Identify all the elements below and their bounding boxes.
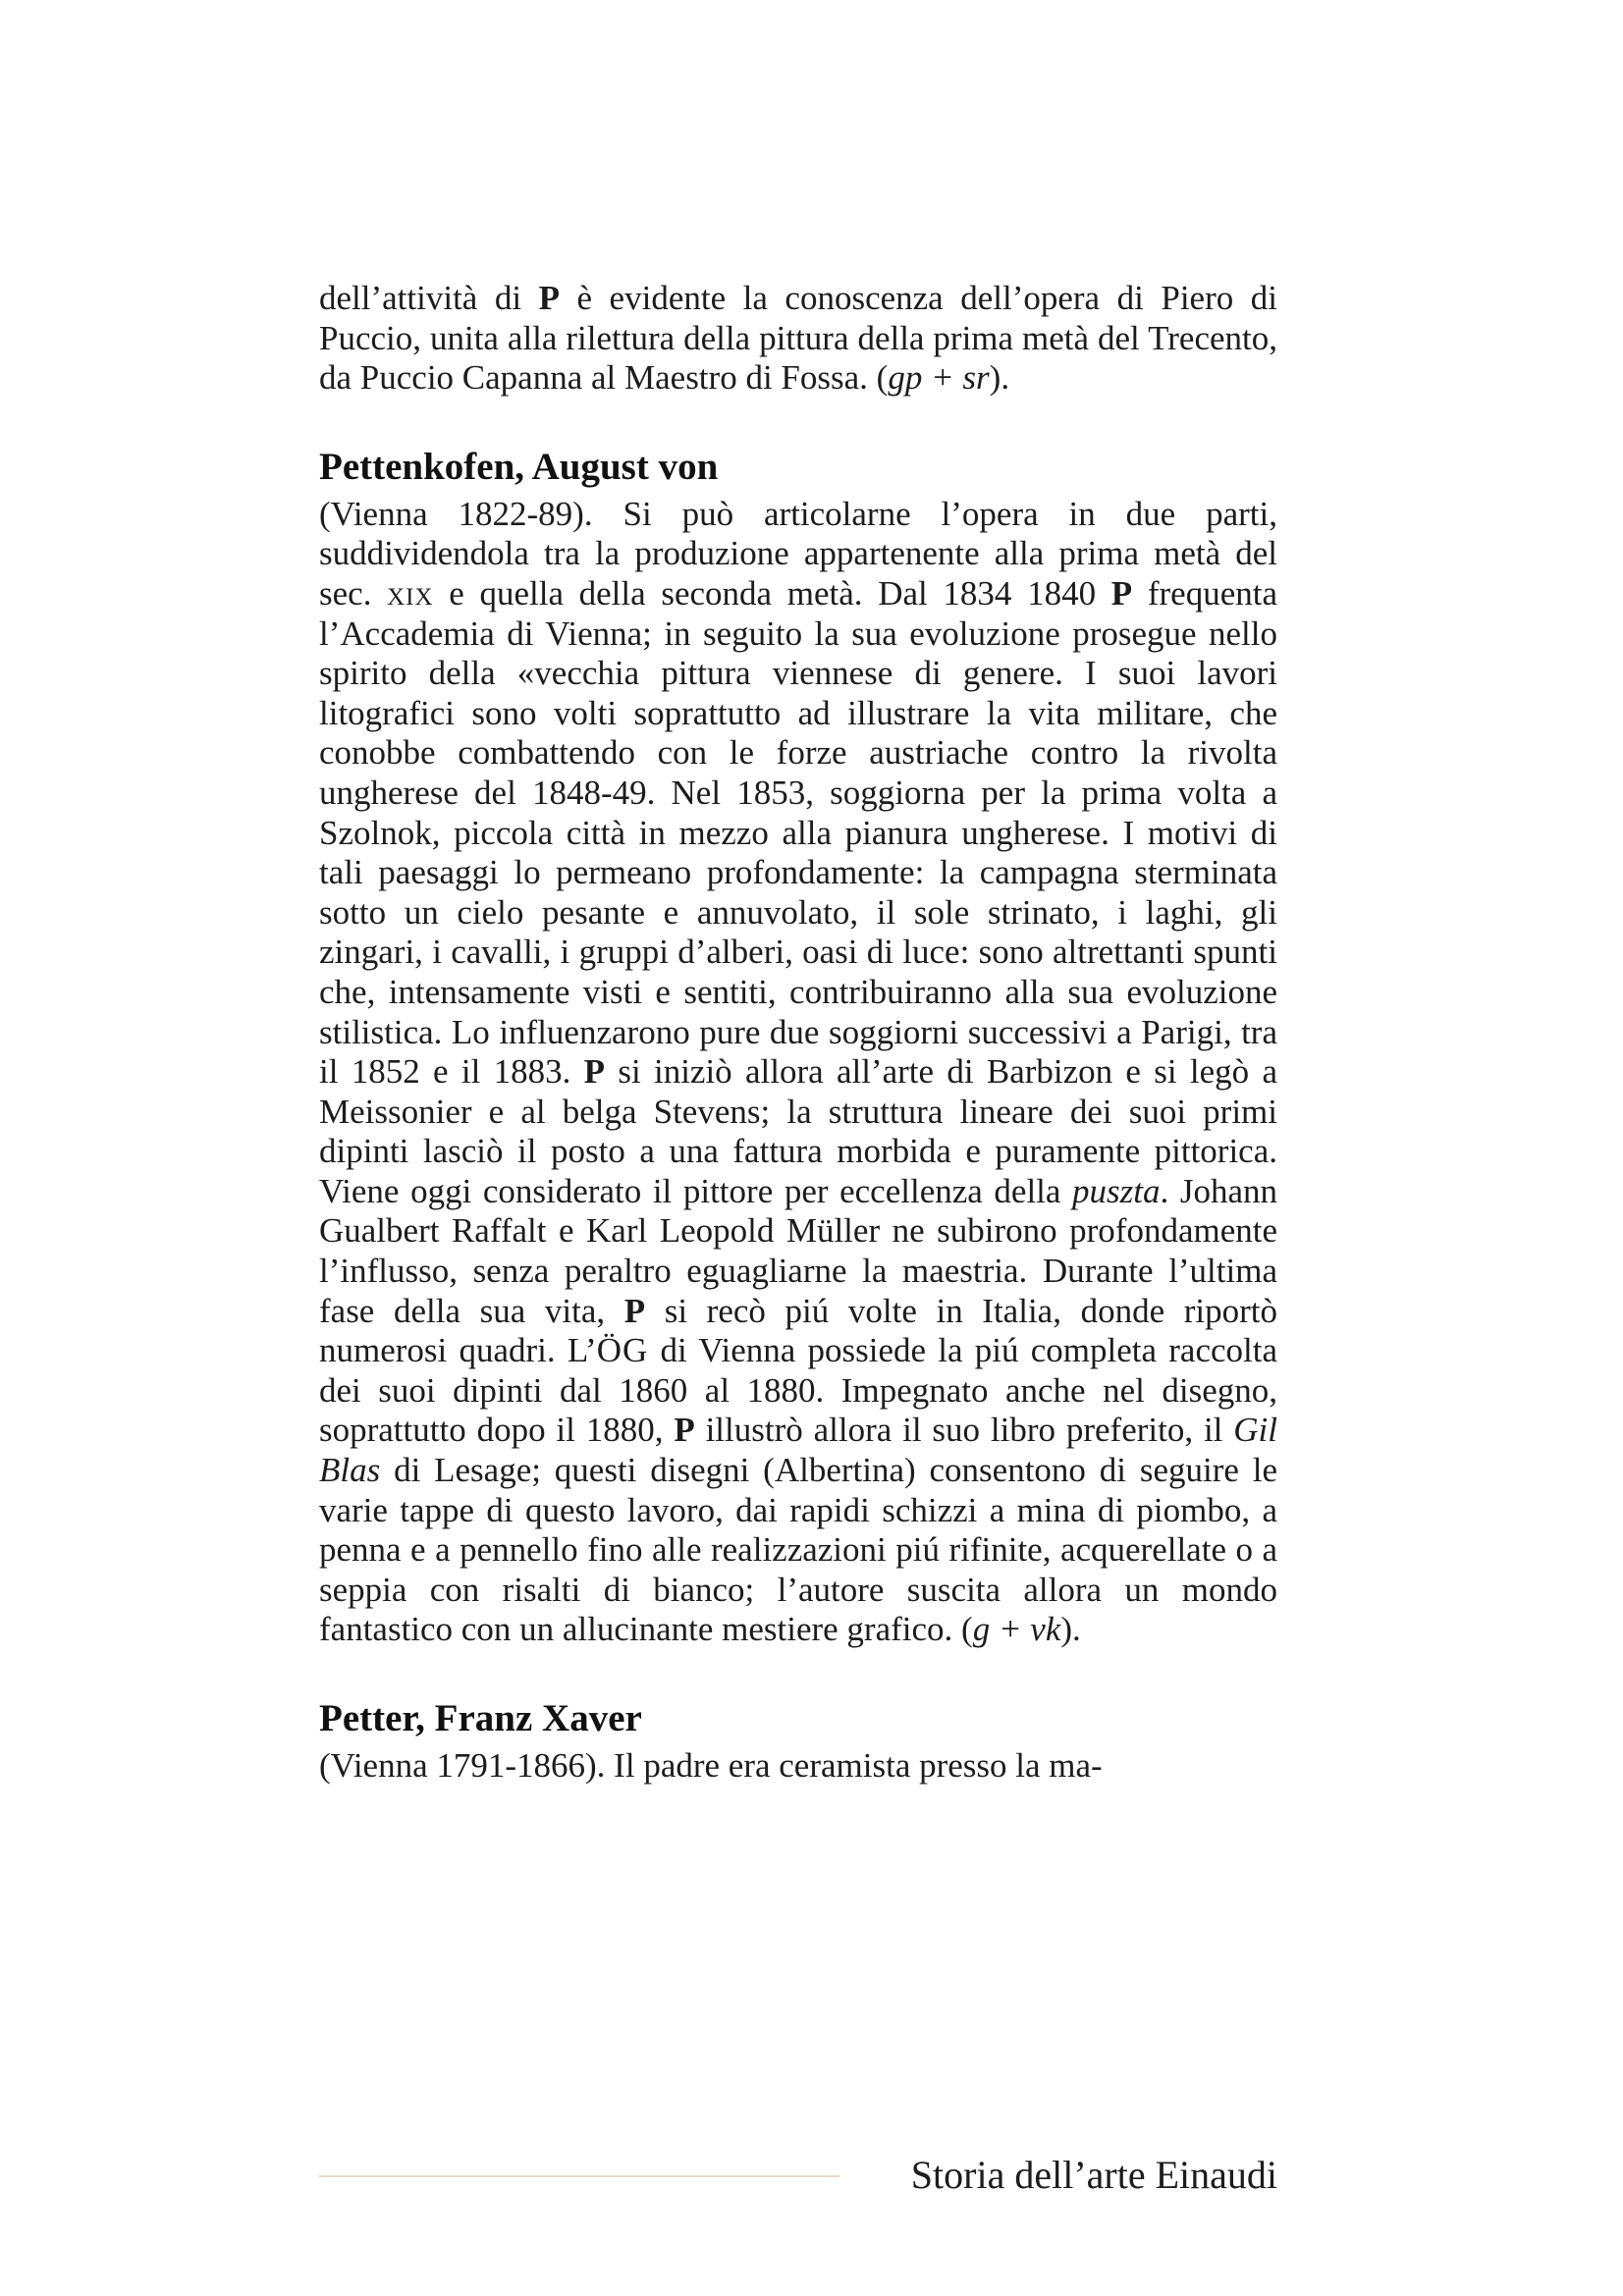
- subject-abbreviation: P: [674, 1411, 695, 1450]
- museum-abbreviation: ÖG: [596, 1331, 649, 1370]
- entry-body-pettenkofen: [319, 495, 1277, 1650]
- text-run: è evidente la conoscenza dell’opera di Piero di Puccio, unita alla rilettura della pittura della prima metà del Trecento, da Puccio Capanna al Maestro di Fossa. (: [319, 279, 1277, 398]
- footer-rule: [319, 2175, 839, 2177]
- spacer: [319, 1650, 1277, 1697]
- subject-abbreviation: P: [1110, 573, 1133, 613]
- text-run: e quella della seconda metà. Dal 1834 1840: [433, 573, 1111, 613]
- entry-body-petter: (Vienna 1791-1866). Il padre era ceramista presso la ma-: [319, 1746, 1103, 1785]
- text-run: di Vienna possiede la piú completa raccolta dei suoi dipinti dal 1860 al 1880. Impegnato anche nel disegno, soprattutto dopo il 1880,: [319, 1331, 1277, 1450]
- text-run: frequenta l’Accademia di Vienna; in seguito la sua evoluzione prosegue nello spirito della «vecchia pittura viennese di genere. I suoi lavori litografici sono volti soprattutto ad illustrare la vita militare, che conobbe combattendo con le forze austriache contro la rivolta ungherese del 1848-49. Nel 1853, soggiorna per la prima volta a Szolnok, piccola città in mezzo alla pianura ungherese. I motivi di tali paesaggi lo permeano profondamente: la campagna sterminata sotto un cielo pesante e annuvolato, il sole strinato, i laghi, gli zingari, i cavalli, i gruppi d’alberi, oasi di luce: sono altrettanti spunti che, intensamente visti e sentiti, contribuiranno alla sua evoluzione stilistica. Lo influenzarono pure due soggiorni successivi a Parigi, tra il 1852 e il 1883.: [319, 573, 1277, 1092]
- text-run: ).: [989, 358, 1010, 398]
- entry-heading-petter: Petter, Franz Xaver: [319, 1697, 642, 1739]
- subject-abbreviation: P: [538, 279, 560, 317]
- text-run: ).: [1060, 1610, 1081, 1649]
- text-run: di Lesage; questi disegni (Albertina) consentono di seguire le varie tappe di questo lavoro, dai rapidi schizzi a mina di piombo, a penna e a pennello fino alle realizzazioni piú rifinite, acquerellate o a seppia con risalti di bianco; l’autore suscita allora un mondo fantastico con un allucinante mestiere grafico. (: [319, 1451, 1277, 1649]
- text-run: . Johann Gualbert Raffalt e Karl Leopold Müller ne subirono profondamente l’influsso, senza peraltro eguagliarne la maestria. Durante l’ultima fase della sua vita,: [319, 1171, 1278, 1330]
- text-run: illustrò allora il suo libro preferito, il: [694, 1411, 1234, 1450]
- century-numeral: xix: [387, 573, 434, 613]
- text-run: dell’attività di: [319, 279, 539, 317]
- entry-heading-pettenkofen: Pettenkofen, August von: [319, 445, 719, 488]
- italic-term: puszta: [1072, 1171, 1161, 1210]
- author-initials: gp + sr: [888, 358, 990, 398]
- subject-abbreviation: P: [583, 1052, 606, 1092]
- subject-abbreviation: P: [623, 1291, 646, 1330]
- continuation-paragraph: [319, 279, 1277, 399]
- text-column: [319, 279, 1277, 1787]
- text-run: si recò piú volte in Italia, donde riportò numerosi quadri. L’: [319, 1291, 1277, 1370]
- author-initials: g + vk: [972, 1610, 1061, 1649]
- text-run: (Vienna 1822-89). Si può articolarne l’opera in due parti, suddividendola tra la produzione appartenente alla prima metà del sec.: [319, 494, 1277, 613]
- text-run: si iniziò allora all’arte di Barbizon e si legò a Meissonier e al belga Stevens; la struttura lineare dei suoi primi dipinti lasciò il posto a una fattura morbida e puramente pittorica. Viene oggi considerato il pittore per eccellenza della: [319, 1052, 1277, 1210]
- italic-title: Gil Blas: [319, 1411, 1277, 1490]
- spacer: [319, 399, 1277, 446]
- footer-title: Storia dell’arte Einaudi: [910, 2153, 1277, 2197]
